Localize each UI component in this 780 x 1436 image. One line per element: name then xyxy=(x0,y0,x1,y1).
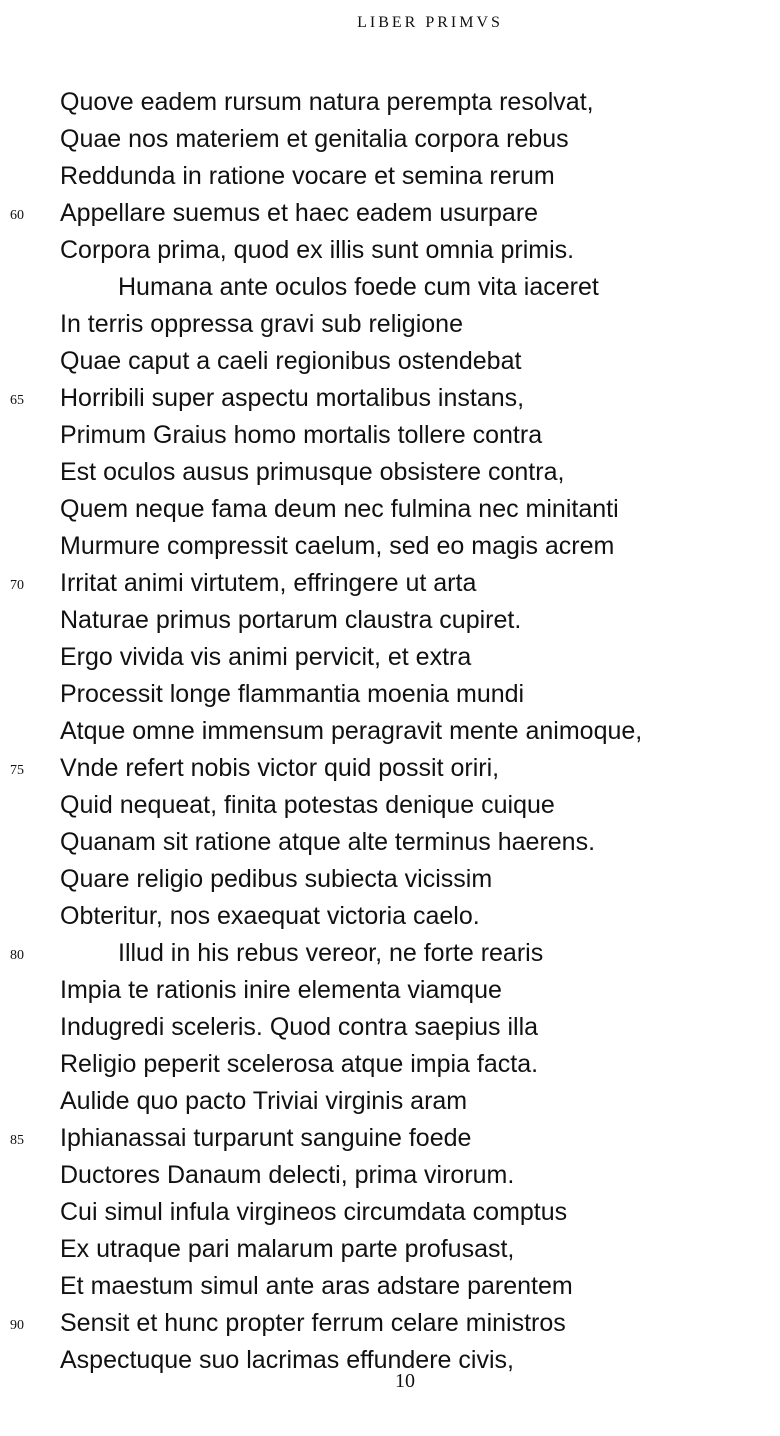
verse-text: Est oculos ausus primusque obsistere contra, xyxy=(60,458,565,486)
line-number: 60 xyxy=(10,208,24,223)
verse-text: Aspectuque suo lacrimas effundere civis, xyxy=(60,1346,514,1374)
verse-line xyxy=(0,121,780,158)
verse-line xyxy=(0,898,780,935)
verse-line xyxy=(0,639,780,676)
verse-text: Illud in his rebus vereor, ne forte rearis xyxy=(118,939,544,967)
verse-line xyxy=(0,84,780,121)
verse-text: Religio peperit scelerosa atque impia facta. xyxy=(60,1050,539,1078)
verse-line xyxy=(0,972,780,1009)
verse-line xyxy=(0,861,780,898)
verse-line xyxy=(0,1046,780,1083)
verse-text: Humana ante oculos foede cum vita iaceret xyxy=(118,273,599,301)
verse-line xyxy=(0,158,780,195)
verse-line xyxy=(0,417,780,454)
verse-line xyxy=(0,1157,780,1194)
verse-line xyxy=(0,713,780,750)
line-number: 85 xyxy=(10,1133,24,1148)
verse-text: Ex utraque pari malarum parte profusast, xyxy=(60,1235,515,1263)
line-number: 80 xyxy=(10,948,24,963)
verse-line xyxy=(0,1194,780,1231)
verse-text: Naturae primus portarum claustra cupiret. xyxy=(60,606,522,634)
verse-text: Indugredi sceleris. Quod contra saepius illa xyxy=(60,1013,539,1041)
verse-text: Quae nos materiem et genitalia corpora rebus xyxy=(60,125,569,153)
verse-line xyxy=(0,1268,780,1305)
verse-block xyxy=(0,84,780,1379)
verse-line xyxy=(0,1083,780,1120)
verse-line xyxy=(0,269,780,306)
verse-text: Iphianassai turparunt sanguine foede xyxy=(60,1124,472,1152)
verse-text: Cui simul infula virgineos circumdata comptus xyxy=(60,1198,568,1226)
line-number: 65 xyxy=(10,393,24,408)
verse-line xyxy=(0,787,780,824)
verse-line xyxy=(0,380,780,417)
verse-text: Ductores Danaum delecti, prima virorum. xyxy=(60,1161,515,1189)
verse-text: In terris oppressa gravi sub religione xyxy=(60,310,463,338)
verse-text: Reddunda in ratione vocare et semina rerum xyxy=(60,162,555,190)
running-head: LIBER PRIMVS xyxy=(357,14,503,31)
verse-line xyxy=(0,491,780,528)
verse-text: Appellare suemus et haec eadem usurpare xyxy=(60,199,539,227)
line-number: 75 xyxy=(10,763,24,778)
verse-line xyxy=(0,1009,780,1046)
verse-text: Quare religio pedibus subiecta vicissim xyxy=(60,865,493,893)
verse-line xyxy=(0,565,780,602)
verse-text: Corpora prima, quod ex illis sunt omnia primis. xyxy=(60,236,575,264)
verse-text: Quid nequeat, finita potestas denique cuique xyxy=(60,791,555,819)
verse-text: Atque omne immensum peragravit mente animoque, xyxy=(60,717,643,745)
verse-line xyxy=(0,1120,780,1157)
verse-line xyxy=(0,1305,780,1342)
verse-line xyxy=(0,602,780,639)
verse-text: Impia te rationis inire elementa viamque xyxy=(60,976,502,1004)
verse-text: Quove eadem rursum natura perempta resolvat, xyxy=(60,88,594,116)
verse-text: Obteritur, nos exaequat victoria caelo. xyxy=(60,902,480,930)
verse-line xyxy=(0,676,780,713)
verse-text: Vnde refert nobis victor quid possit oriri, xyxy=(60,754,500,782)
verse-line xyxy=(0,935,780,972)
verse-text: Quanam sit ratione atque alte terminus haerens. xyxy=(60,828,596,856)
verse-line xyxy=(0,528,780,565)
verse-text: Horribili super aspectu mortalibus instans, xyxy=(60,384,525,412)
verse-line xyxy=(0,195,780,232)
verse-line xyxy=(0,306,780,343)
verse-text: Aulide quo pacto Triviai virginis aram xyxy=(60,1087,468,1115)
verse-line xyxy=(0,454,780,491)
verse-text: Murmure compressit caelum, sed eo magis acrem xyxy=(60,532,615,560)
verse-line xyxy=(0,232,780,269)
verse-line xyxy=(0,1231,780,1268)
verse-text: Quem neque fama deum nec fulmina nec minitanti xyxy=(60,495,619,523)
verse-text: Primum Graius homo mortalis tollere contra xyxy=(60,421,543,449)
verse-line xyxy=(0,750,780,787)
verse-text: Irritat animi virtutem, effringere ut arta xyxy=(60,569,477,597)
verse-text: Sensit et hunc propter ferrum celare ministros xyxy=(60,1309,566,1337)
line-number: 90 xyxy=(10,1318,24,1333)
verse-text: Et maestum simul ante aras adstare parentem xyxy=(60,1272,573,1300)
page-number: 10 xyxy=(395,1370,415,1392)
verse-line xyxy=(0,824,780,861)
verse-text: Ergo vivida vis animi pervicit, et extra xyxy=(60,643,472,671)
verse-line xyxy=(0,343,780,380)
verse-text: Processit longe flammantia moenia mundi xyxy=(60,680,525,708)
line-number: 70 xyxy=(10,578,24,593)
verse-text: Quae caput a caeli regionibus ostendebat xyxy=(60,347,522,375)
